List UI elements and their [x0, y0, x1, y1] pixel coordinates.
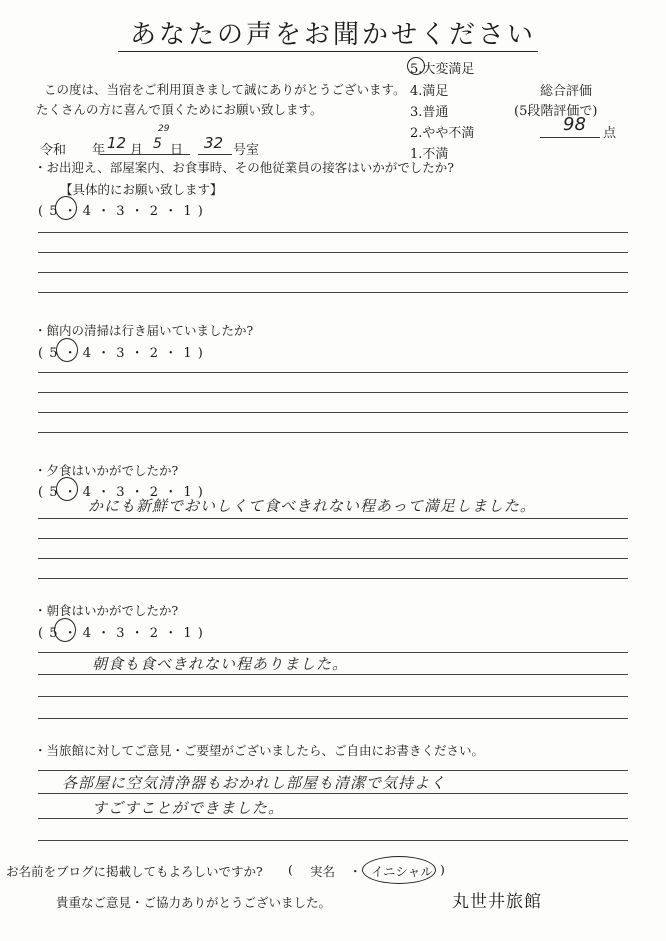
date-year-label: 年	[92, 143, 106, 158]
blog-option-initial: イニシャル	[371, 864, 433, 879]
q4-text: ・朝食はいかがでしたか?	[34, 603, 179, 618]
free-line-3	[38, 818, 628, 819]
q3-line-4	[38, 578, 628, 579]
overall-label: 総合評価	[540, 84, 593, 99]
overall-score: 98	[563, 114, 586, 135]
q1-sub: 【具体的にお願い致します】	[60, 182, 223, 197]
q3-scale: ( 5 ・ 4 ・ 3 ・ 2 ・ 1 )	[38, 485, 204, 500]
free-line-4	[38, 840, 628, 841]
title-underline	[118, 51, 538, 52]
date-day-superscript: 29	[158, 124, 170, 134]
q4-line-2	[38, 674, 628, 675]
legend-3: 3.普通	[410, 105, 449, 120]
q1-line-2	[38, 252, 628, 253]
date-era: 令和	[40, 143, 67, 158]
q3-line-3	[38, 558, 628, 559]
q2-line-3	[38, 412, 628, 413]
footer-thanks: 貴重なご意見・ご協力ありがとうございました。	[56, 895, 332, 910]
q1-line-1	[38, 232, 628, 233]
q2-line-4	[38, 432, 628, 433]
q3-comment: かにも新鮮でおいしくて食べきれない程あって満足しました。	[88, 497, 536, 515]
q2-line-2	[38, 392, 628, 393]
legend-5: 5.大変満足	[410, 62, 475, 77]
q3-line-1	[38, 518, 628, 519]
q1-selected-circle	[55, 196, 77, 220]
blog-open-paren: (	[288, 862, 293, 877]
q3-selected-circle	[56, 477, 78, 501]
q3-text: ・夕食はいかがでしたか?	[34, 463, 179, 478]
free-comment-line-2: すごすことができました。	[92, 799, 285, 817]
legend-2: 2.やや不満	[410, 126, 475, 141]
room-underline	[198, 154, 232, 155]
inn-name: 丸世井旅館	[452, 892, 542, 912]
overall-sublabel: (5段階評価で)	[514, 104, 598, 119]
blog-initial-circle	[362, 856, 436, 884]
legend-4: 4.満足	[410, 84, 449, 99]
q4-line-3	[38, 696, 628, 697]
date-day: 5	[153, 136, 162, 152]
q1-scale: ( 5 ・ 4 ・ 3 ・ 2 ・ 1 )	[38, 204, 204, 219]
blog-separator: ・	[349, 864, 362, 879]
page-title: あなたの声をお聞かせください	[129, 20, 536, 50]
date-month: 12	[107, 134, 127, 152]
date-underline	[100, 154, 190, 155]
free-comment-line-1: 各部屋に空気清浄器もおかれし部屋も清潔で気持よく	[62, 774, 447, 792]
date-month-label: 月	[130, 143, 144, 158]
free-line-1	[38, 770, 628, 771]
q2-selected-circle	[56, 338, 78, 362]
intro-line-1: この度は、当宿をご利用頂きまして誠にありがとうございます。	[44, 82, 406, 97]
room-label: 号室	[233, 143, 260, 158]
q4-line-4	[38, 718, 628, 719]
overall-unit: 点	[603, 126, 617, 141]
q4-line-1	[38, 652, 628, 653]
date-day-label: 日	[170, 143, 184, 158]
blog-close-paren: )	[440, 862, 445, 877]
q2-line-1	[38, 372, 628, 373]
q1-line-4	[38, 292, 628, 293]
intro-line-2: たくさんの方に喜んで頂くためにお願い致します。	[36, 102, 323, 117]
blog-question: お名前をブログに掲載してもよろしいですか?	[6, 864, 263, 879]
q4-selected-circle	[54, 618, 76, 642]
room-number: 32	[204, 134, 224, 152]
blog-option-real: 実名	[310, 864, 336, 879]
legend-5-circle	[407, 57, 425, 75]
q2-scale: ( 5 ・ 4 ・ 3 ・ 2 ・ 1 )	[38, 346, 204, 361]
legend-1: 1.不満	[410, 147, 449, 162]
q2-text: ・館内の清掃は行き届いていましたか?	[34, 323, 254, 338]
score-underline	[540, 137, 600, 138]
free-comment-prompt: ・当旅館に対してご意見・ご要望がございましたら、ご自由にお書きください。	[34, 743, 485, 758]
q3-line-2	[38, 538, 628, 539]
free-line-2	[38, 793, 628, 794]
q1-text: ・お出迎え、部屋案内、お食事時、その他従業員の接客はいかがでしたか?	[34, 160, 454, 175]
q4-comment: 朝食も食べきれない程ありました。	[92, 655, 349, 673]
q4-scale: ( 5 ・ 4 ・ 3 ・ 2 ・ 1 )	[38, 626, 204, 641]
q1-line-3	[38, 272, 628, 273]
